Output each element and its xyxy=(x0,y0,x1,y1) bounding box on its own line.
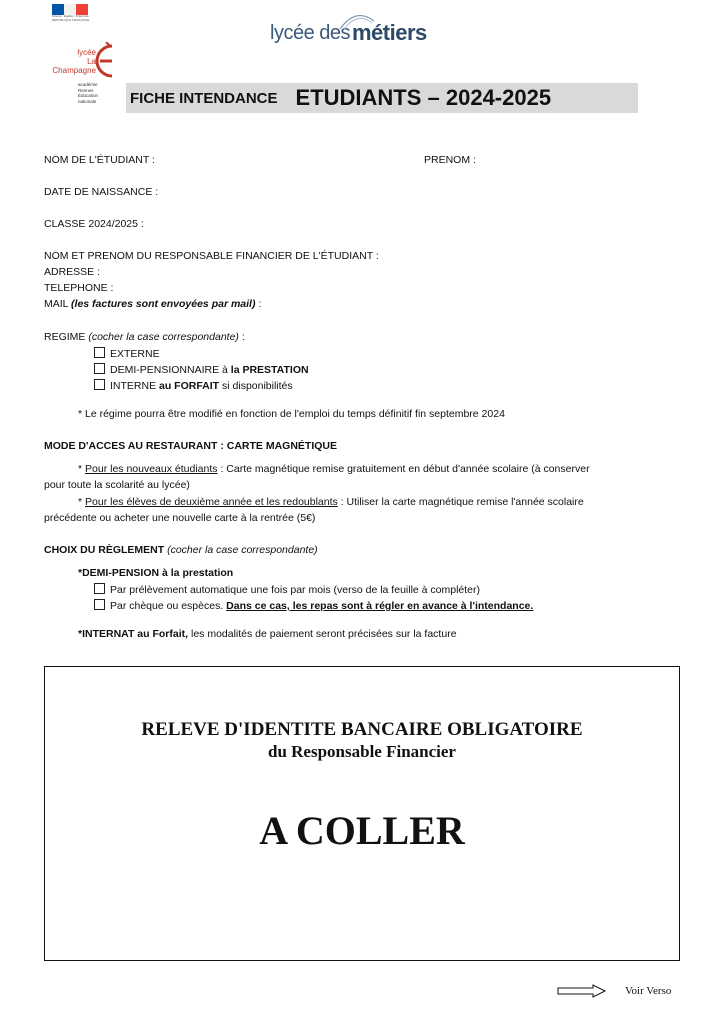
mail-label: MAIL xyxy=(44,298,69,310)
lycee-la-champagne-logo xyxy=(40,42,124,112)
field-telephone: TELEPHONE : xyxy=(44,282,114,294)
lycee-label: lycée xyxy=(77,48,96,57)
voir-verso-label: Voir Verso xyxy=(625,985,672,997)
field-nom-etudiant: NOM DE L'ÉTUDIANT : xyxy=(44,154,155,166)
arrow-right-icon xyxy=(557,984,607,998)
mode-acces-p1-line2: pour toute la scolarité au lycée) xyxy=(44,479,190,491)
nationale-label: nationale xyxy=(78,98,97,104)
field-mail: MAIL (les factures sont envoyées par mail) : xyxy=(44,298,262,310)
checkbox-prelevement[interactable] xyxy=(94,583,105,594)
education-e-icon xyxy=(94,42,118,80)
reglement-internat: *INTERNAT au Forfait, les modalités de paiement seront précisées sur la facture xyxy=(78,628,457,640)
title-band xyxy=(126,83,638,113)
regime-option-interne[interactable]: INTERNE au FORFAIT si disponibilités xyxy=(94,379,293,392)
reglement-heading: CHOIX DU RÈGLEMENT (cocher la case correspondante) xyxy=(44,544,318,556)
reglement-option-prelevement[interactable]: Par prélèvement automatique une fois par mois (verso de la feuille à compléter) xyxy=(94,583,480,596)
regime-hint: (cocher la case correspondante) xyxy=(88,331,239,343)
field-date-naissance: DATE DE NAISSANCE : xyxy=(44,186,159,198)
mode-acces-heading: MODE D'ACCES AU RESTAURANT : CARTE MAGNÉTIQUE xyxy=(44,440,337,452)
rib-subtitle: du Responsable Financier xyxy=(268,742,456,761)
metiers-word: métiers xyxy=(352,20,427,45)
lycee-des-metiers-logo xyxy=(270,17,427,49)
field-responsable-financier: NOM ET PRENOM DU RESPONSABLE FINANCIER DE L'ÉTUDIANT : xyxy=(44,250,379,262)
rennes-label: Rennes xyxy=(78,87,94,93)
academie-label: académie xyxy=(78,82,98,87)
rib-title: RELEVE D'IDENTITE BANCAIRE OBLIGATOIRE xyxy=(141,719,583,740)
metiers-prefix: lycée des xyxy=(270,21,350,44)
regime-option-externe[interactable]: EXTERNE xyxy=(94,347,160,360)
regime-heading: REGIME (cocher la case correspondante) : xyxy=(44,331,245,343)
mail-note: (les factures sont envoyées par mail) xyxy=(71,298,256,310)
reglement-option-cheque[interactable]: Par chèque ou espèces. Dans ce cas, les repas sont à régler en avance à l'intendance. xyxy=(94,599,533,612)
republique-francaise-logo xyxy=(52,4,92,22)
metiers-arc-icon xyxy=(336,11,376,31)
regime-option-demi-pensionnaire[interactable]: DEMI-PENSIONNAIRE à la PRESTATION xyxy=(94,363,309,376)
education-label: Éducation xyxy=(78,93,99,98)
checkbox-externe[interactable] xyxy=(94,347,105,358)
regime-note: * Le régime pourra être modifié en fonction de l'emploi du temps définitif fin septembre 2024 xyxy=(78,408,505,420)
rf-caption: Liberté • Égalité • Fraternité RÉPUBLIQUE FRANÇAISE xyxy=(52,14,90,22)
lycee-name: La Champagne xyxy=(52,57,96,75)
checkbox-interne[interactable] xyxy=(94,379,105,390)
mode-acces-p2-line2: précédente ou acheter une nouvelle carte à la rentrée (5€) xyxy=(44,512,316,524)
rib-a-coller: A COLLER xyxy=(259,808,465,853)
field-prenom: PRENOM : xyxy=(424,154,476,166)
checkbox-cheque-especes[interactable] xyxy=(94,599,105,610)
reglement-demi-pension-title: *DEMI-PENSION à la prestation xyxy=(78,567,234,579)
field-classe: CLASSE 2024/2025 : xyxy=(44,218,144,230)
mode-acces-p1: * Pour les nouveaux étudiants : Carte magnétique remise gratuitement en début d'année scolaire (à conserver xyxy=(78,463,590,475)
field-adresse: ADRESSE : xyxy=(44,266,101,278)
mode-acces-p2: * Pour les élèves de deuxième année et les redoublants : Utiliser la carte magnétique remise l'année scolaire xyxy=(78,496,584,508)
checkbox-demi-pensionnaire[interactable] xyxy=(94,363,105,374)
title-fiche-intendance: FICHE INTENDANCE xyxy=(130,89,278,107)
title-etudiants-year: ETUDIANTS – 2024-2025 xyxy=(295,85,552,110)
rib-box xyxy=(44,666,680,961)
